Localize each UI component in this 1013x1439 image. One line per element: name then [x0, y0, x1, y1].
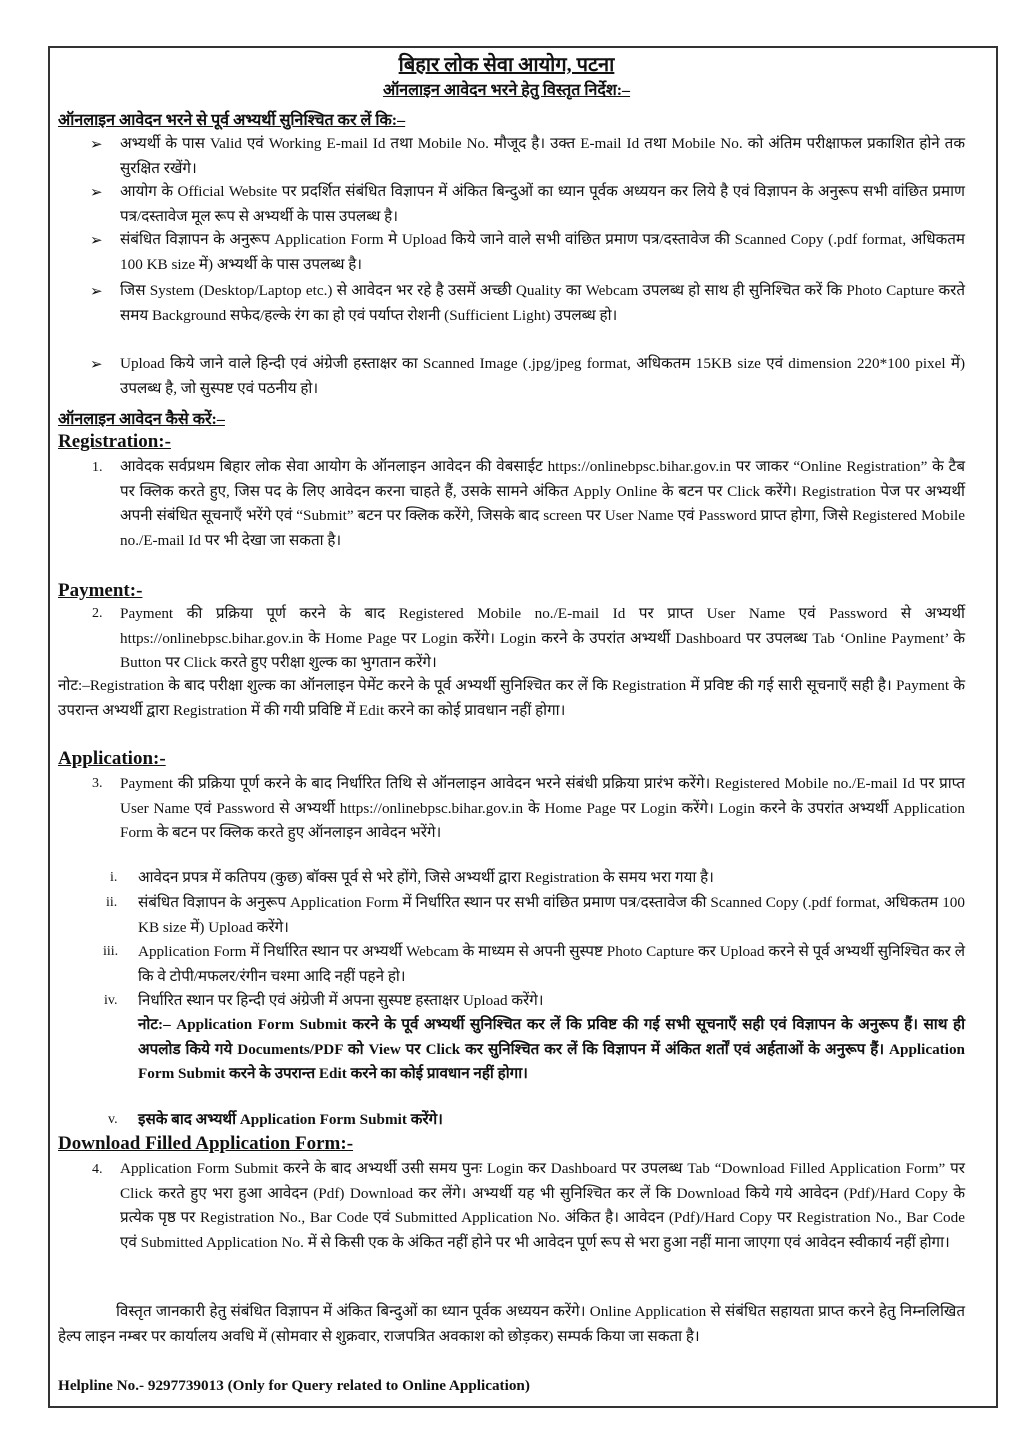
item-number: 4. [92, 1162, 103, 1177]
prerequisite-item: जिस System (Desktop/Laptop etc.) से आवेदन भर रहे है उसमें अच्छी Quality का Webcam उपलब्ध हो साथ ही सुनिश्चित करें कि Photo Capture करते समय Background सफेद/हल्के रंग का हो एवं पर्याप्त रोशनी (Sufficient Light) उपलब्ध हो। [120, 282, 965, 324]
subitem-number: iii. [103, 944, 119, 959]
application-heading: Application:- [58, 748, 166, 769]
download-heading: Download Filled Application Form:- [58, 1133, 354, 1154]
prerequisite-item: संबंधित विज्ञापन के अनुरूप Application Form मे Upload किये जाने वाले सभी वांछित प्रमाण पत्र/दस्तावेज की Scanned Copy (.pdf format, अधिकतम 100 KB size में) अभ्यर्थी के पास उपलब्ध है। [120, 231, 965, 273]
bullet-icon: ➢ [90, 137, 103, 153]
application-subitem: निर्धारित स्थान पर हिन्दी एवं अंग्रेजी में अपना सुस्पष्ट हस्ताक्षर Upload करेंगे। [138, 992, 544, 1009]
helpline-text: Helpline No.- 9297739013 (Only for Query related to Online Application) [58, 1377, 530, 1394]
how-to-heading: ऑनलाइन आवेदन कैसे करें:– [58, 411, 225, 428]
subitem-number: i. [110, 870, 118, 885]
prerequisite-item: Upload किये जाने वाले हिन्दी एवं अंग्रेजी हस्ताक्षर का Scanned Image (.jpg/jpeg format, अधिकतम 15KB size एवं dimension 220*100 pixel में) उपलब्ध है, जो सुस्पष्ट एवं पठनीय हो। [120, 355, 965, 397]
bullet-icon: ➢ [90, 185, 103, 201]
registration-heading: Registration:- [58, 431, 171, 452]
subitem-number: v. [108, 1112, 118, 1127]
payment-text: Payment की प्रक्रिया पूर्ण करने के बाद Registered Mobile no./E-mail Id पर प्राप्त User Name एवं Password से अभ्यर्थी https://onlinebpsc.bihar.gov.in के Home Page पर Login करेंगे। Login करने के उपरांत अभ्यर्थी Dashboard पर उपलब्ध Tab ‘Online Payment’ के Button पर Click करते हुए परीक्षा शुल्क का भुगतान करेंगे। [120, 605, 965, 671]
application-text: Payment की प्रक्रिया पूर्ण करने के बाद निर्धारित तिथि से ऑनलाइन आवेदन भरने संबंधी प्रक्रिया प्रारंभ करेंगे। Registered Mobile no./E-mail Id पर प्राप्त User Name एवं Password से अभ्यर्थी https://onlinebpsc.bihar.gov.in के Home Page पर Login करेंगे। Login करने के उपरांत अभ्यर्थी Application Form के बटन पर क्लिक करते हुए ऑनलाइन आवेदन भरेंगे। [120, 775, 965, 841]
payment-note: नोट:–Registration के बाद परीक्षा शुल्क का ऑनलाइन पेमेंट करने के पूर्व अभ्यर्थी सुनिश्चित कर लें कि Registration में प्रविष्ट की गई सारी सूचनाएँ सही है। Payment के उपरान्त अभ्यर्थी द्वारा Registration में की गयी प्रविष्टि में Edit करने का कोई प्रावधान नहीं होगा। [58, 677, 965, 719]
payment-heading: Payment:- [58, 580, 143, 601]
application-note: नोट:– Application Form Submit करने के पूर्व अभ्यर्थी सुनिश्चित कर लें कि प्रविष्ट की गई सभी सूचनाएँ सही एवं विज्ञापन के अनुरूप हैं। साथ ही अपलोड किये गये Documents/PDF को View पर Click कर सुनिश्चित कर लें कि विज्ञापन में अंकित शर्तों एवं अर्हताओं के अनुरूप हैं। Application Form Submit करने के उपरान्त Edit करने का कोई प्रावधान नहीं होगा। [138, 1016, 965, 1082]
application-subitem: आवेदन प्रपत्र में कतिपय (कुछ) बॉक्स पूर्व से भरे होंगे, जिसे अभ्यर्थी द्वारा Registration के समय भरा गया है। [138, 869, 714, 886]
document-title: बिहार लोक सेवा आयोग, पटना [398, 54, 615, 76]
bullet-icon: ➢ [90, 233, 103, 249]
application-subitem: इसके बाद अभ्यर्थी Application Form Submit करेंगे। [138, 1111, 443, 1128]
registration-text: आवेदक सर्वप्रथम बिहार लोक सेवा आयोग के ऑनलाइन आवेदन की वेबसाईट https://onlinebpsc.bihar.gov.in पर जाकर “Online Registration” के टैब पर क्लिक करते हुए, जिस पद के लिए आवेदन करना चाहते हैं, उसके सामने अंकित Apply Online के बटन पर Click करेंगे। Registration पेज पर अभ्यर्थी अपनी संबंधित सूचनाएँ भरेंगे एवं “Submit” बटन पर क्लिक करेंगे, जिसके बाद screen पर User Name एवं Password प्राप्त होगा, जिसे Registered Mobile no./E-mail Id पर भी देखा जा सकता है। [120, 458, 965, 549]
prerequisite-item: आयोग के Official Website पर प्रदर्शित संबंधित विज्ञापन में अंकित बिन्दुओं का ध्यान पूर्वक अध्ययन कर लिये है एवं विज्ञापन के अनुरूप सभी वांछित प्रमाण पत्र/दस्तावेज मूल रूप से अभ्यर्थी के पास उपलब्ध है। [120, 183, 965, 225]
document-subtitle: ऑनलाइन आवेदन भरने हेतु विस्तृत निर्देश:– [382, 82, 631, 99]
download-text: Application Form Submit करने के बाद अभ्यर्थी उसी समय पुनः Login कर Dashboard पर उपलब्ध Tab “Download Filled Application Form” पर Click करते हुए भरा हुआ आवेदन (Pdf) Download कर लेंगे। अभ्यर्थी यह भी सुनिश्चित कर लें कि Download किये गये आवेदन (Pdf)/Hard Copy के प्रत्येक पृष्ठ पर Registration No., Bar Code एवं Submitted Application No. अंकित है। आवेदन (Pdf)/Hard Copy पर Registration No., Bar Code एवं Submitted Application No. में से किसी एक के अंकित नहीं होने पर भी आवेदन पूर्ण रूप से भरा हुआ नहीं माना जाएगा एवं आवेदन स्वीकार्य नहीं होगा। [120, 1160, 965, 1251]
item-number: 3. [92, 776, 103, 791]
prerequisite-item: अभ्यर्थी के पास Valid एवं Working E-mail Id तथा Mobile No. मौजूद है। उक्त E-mail Id तथा Mobile No. को अंतिम परीक्षाफल प्रकाशित होने तक सुरक्षित रखेंगे। [120, 135, 965, 177]
subitem-number: ii. [106, 895, 118, 910]
application-subitem: संबंधित विज्ञापन के अनुरूप Application Form में निर्धारित स्थान पर सभी वांछित प्रमाण पत्र/दस्तावेज की Scanned Copy (.pdf format, अधिकतम 100 KB size में) Upload करेंगे। [138, 894, 965, 936]
bullet-icon: ➢ [90, 357, 103, 373]
bullet-icon: ➢ [90, 284, 103, 300]
footer-info: विस्तृत जानकारी हेतु संबंधित विज्ञापन में अंकित बिन्दुओं का ध्यान पूर्वक अध्ययन करेंगे। Online Application से संबंधित सहायता प्राप्त करने हेतु निम्नलिखित हेल्प लाइन नम्बर पर कार्यालय अवधि में (सोमवार से शुक्रवार, राजपत्रित अवकाश को छोड़कर) सम्पर्क किया जा सकता है। [58, 1303, 965, 1345]
application-subitem: Application Form में निर्धारित स्थान पर अभ्यर्थी Webcam के माध्यम से अपनी सुस्पष्ट Photo Capture कर Upload करने से पूर्व अभ्यर्थी सुनिश्चित कर ले कि वे टोपी/मफलर/रंगीन चश्मा आदि नहीं पहने हो। [138, 943, 965, 985]
subitem-number: iv. [104, 993, 118, 1008]
item-number: 2. [92, 606, 103, 621]
item-number: 1. [92, 460, 103, 475]
prerequisites-heading: ऑनलाइन आवेदन भरने से पूर्व अभ्यर्थी सुनिश्चित कर लें कि:– [58, 112, 406, 129]
